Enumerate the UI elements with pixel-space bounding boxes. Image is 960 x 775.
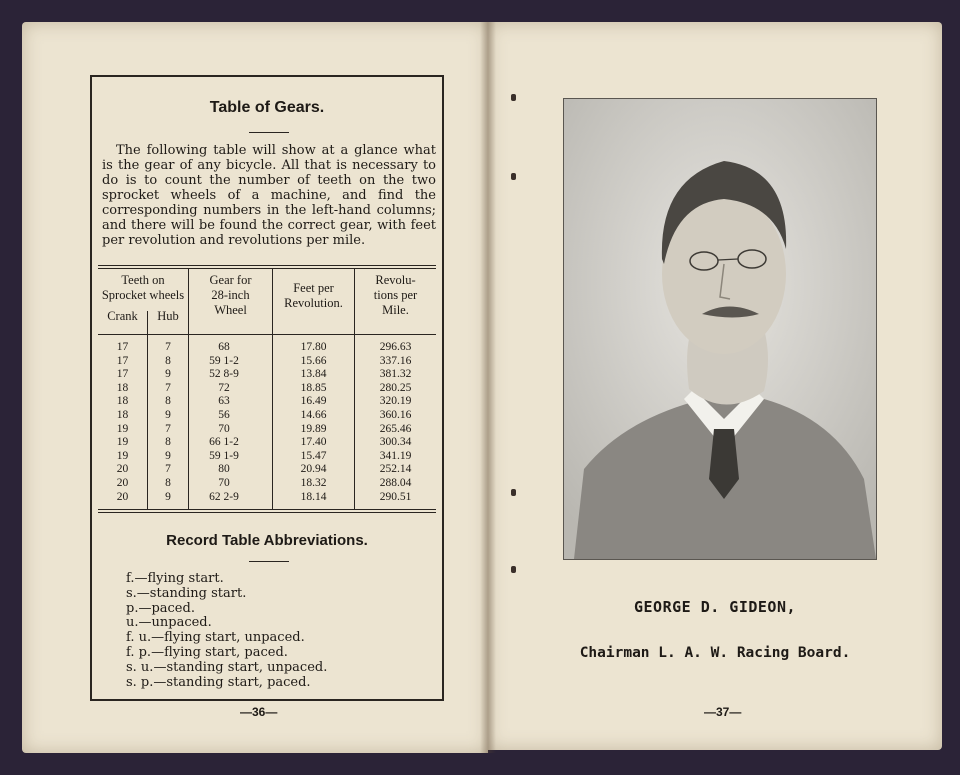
- table-cell-hub: 9: [165, 449, 171, 462]
- table-bottom-rule: [98, 509, 436, 510]
- abbreviation-item: s. p.—standing start, paced.: [126, 674, 311, 690]
- table-cell-crank: 20: [116, 477, 129, 489]
- portrait-photo: [563, 98, 877, 560]
- table-cell-feet: 17.80: [300, 341, 327, 353]
- abbreviation-item: s.—standing start.: [126, 585, 247, 601]
- abbreviation-item: f. p.—flying start, paced.: [126, 644, 288, 660]
- intro-paragraph: The following table will show at a glance what is the gear of any bicycle. All that is necessary to do is to count the number of teeth on the two sprocket wheels of a machine, and find the corresponding numbers in the left-hand columns; and there will be found the correct gear, with feet per revolution and revolutions per mile.: [102, 143, 436, 248]
- book-gutter: [480, 22, 496, 753]
- table-cell-feet: 16.49: [300, 395, 327, 408]
- table-cell-feet: 14.66: [300, 409, 327, 421]
- table-cell-crank: 19: [116, 422, 129, 435]
- table-cell-feet: 17.40: [300, 436, 327, 449]
- table-cell-gear: 62 2-9: [209, 490, 239, 503]
- abbreviations-list: [126, 572, 327, 690]
- header-feet: Feet per Revolution.: [284, 281, 343, 310]
- table-cell-feet: 15.47: [300, 449, 327, 462]
- table-cell-crank: 17: [116, 354, 129, 367]
- abbreviations-title: Record Table Abbreviations.: [166, 532, 368, 549]
- page-number-right: —37—: [704, 705, 742, 719]
- table-cell-crank: 18: [116, 409, 129, 421]
- table-cell-crank: 20: [116, 463, 129, 476]
- portrait-role: Chairman L. A. W. Racing Board.: [579, 645, 851, 661]
- table-cell-hub: 8: [165, 436, 171, 449]
- table-bottom-rule: [98, 512, 436, 513]
- gear-table-frame: [90, 75, 444, 701]
- portrait-name: GEORGE D. GIDEON,: [633, 598, 797, 616]
- table-cell-crank: 18: [116, 381, 129, 394]
- header-gear: Gear for 28-inch Wheel: [209, 273, 252, 317]
- table-cell-crank: 19: [116, 436, 129, 449]
- table-cell-feet: 15.66: [300, 354, 327, 367]
- table-cell-crank: 20: [116, 490, 129, 503]
- table-top-rule: [98, 268, 436, 269]
- table-cell-hub: 9: [165, 368, 171, 381]
- table-cell-gear: 63: [218, 395, 230, 408]
- binding-hole: [511, 566, 516, 573]
- table-cell-feet: 18.85: [300, 381, 327, 394]
- table-cell-feet: 13.84: [300, 368, 327, 381]
- table-cell-gear: 70: [218, 422, 230, 435]
- header-revs: Revolu- tions per Mile.: [373, 273, 418, 317]
- table-cell-gear: 68: [218, 341, 230, 353]
- table-cell-hub: 8: [165, 395, 171, 408]
- table-cell-revs: 360.16: [379, 409, 412, 421]
- table-cell-hub: 8: [165, 354, 171, 367]
- table-cell-revs: 300.34: [379, 436, 412, 449]
- abbreviation-item: p.—paced.: [126, 600, 195, 616]
- table-cell-gear: 70: [218, 477, 230, 489]
- table-cell-hub: 7: [165, 381, 171, 394]
- table-cell-gear: 80: [218, 463, 230, 476]
- table-cell-gear: 66 1-2: [209, 436, 239, 449]
- table-cell-revs: 265.46: [379, 422, 412, 435]
- table-cell-revs: 381.32: [379, 368, 412, 381]
- binding-hole: [511, 173, 516, 180]
- abbreviation-item: f.—flying start.: [126, 571, 224, 586]
- table-cell-revs: 288.04: [379, 477, 412, 489]
- table-cell-crank: 17: [116, 341, 129, 353]
- table-cell-revs: 296.63: [379, 341, 412, 353]
- table-cell-gear: 59 1-2: [209, 354, 239, 367]
- header-hub: Hub: [157, 309, 179, 323]
- table-cell-crank: 18: [116, 395, 129, 408]
- table-cell-revs: 290.51: [379, 490, 412, 503]
- title-rule: [249, 132, 289, 133]
- table-cell-gear: 52 8-9: [209, 368, 239, 381]
- abbreviation-item: u.—unpaced.: [126, 615, 212, 631]
- table-cell-crank: 19: [116, 449, 129, 462]
- table-cell-feet: 20.94: [300, 463, 327, 476]
- table-cell-feet: 18.32: [300, 477, 327, 489]
- table-cell-hub: 7: [165, 341, 171, 353]
- table-cell-feet: 18.14: [300, 490, 327, 503]
- table-cell-feet: 19.89: [300, 422, 327, 435]
- table-cell-revs: 320.19: [379, 395, 412, 408]
- page-number-left: —36—: [240, 705, 278, 719]
- header-rule: [98, 334, 436, 335]
- table-cell-crank: 17: [116, 368, 129, 381]
- table-cell-hub: 9: [165, 409, 171, 421]
- table-cell-revs: 252.14: [379, 463, 412, 476]
- table-cell-hub: 9: [165, 490, 171, 503]
- page-title: Table of Gears.: [209, 99, 325, 116]
- binding-hole: [511, 489, 516, 496]
- table-cell-hub: 8: [165, 477, 171, 489]
- header-crank: Crank: [107, 309, 138, 323]
- abbreviation-item: s. u.—standing start, unpaced.: [126, 659, 328, 675]
- table-cell-gear: 72: [218, 381, 230, 394]
- table-cell-hub: 7: [165, 422, 171, 435]
- table-cell-revs: 341.19: [379, 449, 412, 462]
- table-cell-gear: 56: [218, 409, 230, 421]
- header-teeth: Teeth on Sprocket wheels: [101, 273, 185, 302]
- table-cell-hub: 7: [165, 463, 171, 476]
- portrait-image: [564, 99, 876, 559]
- table-cell-revs: 280.25: [379, 381, 412, 394]
- abbr-rule: [249, 561, 289, 562]
- table-cell-gear: 59 1-9: [209, 449, 239, 462]
- table-top-rule: [98, 265, 436, 266]
- binding-hole: [511, 94, 516, 101]
- table-cell-revs: 337.16: [379, 354, 412, 367]
- abbreviation-item: f. u.—flying start, unpaced.: [126, 630, 305, 646]
